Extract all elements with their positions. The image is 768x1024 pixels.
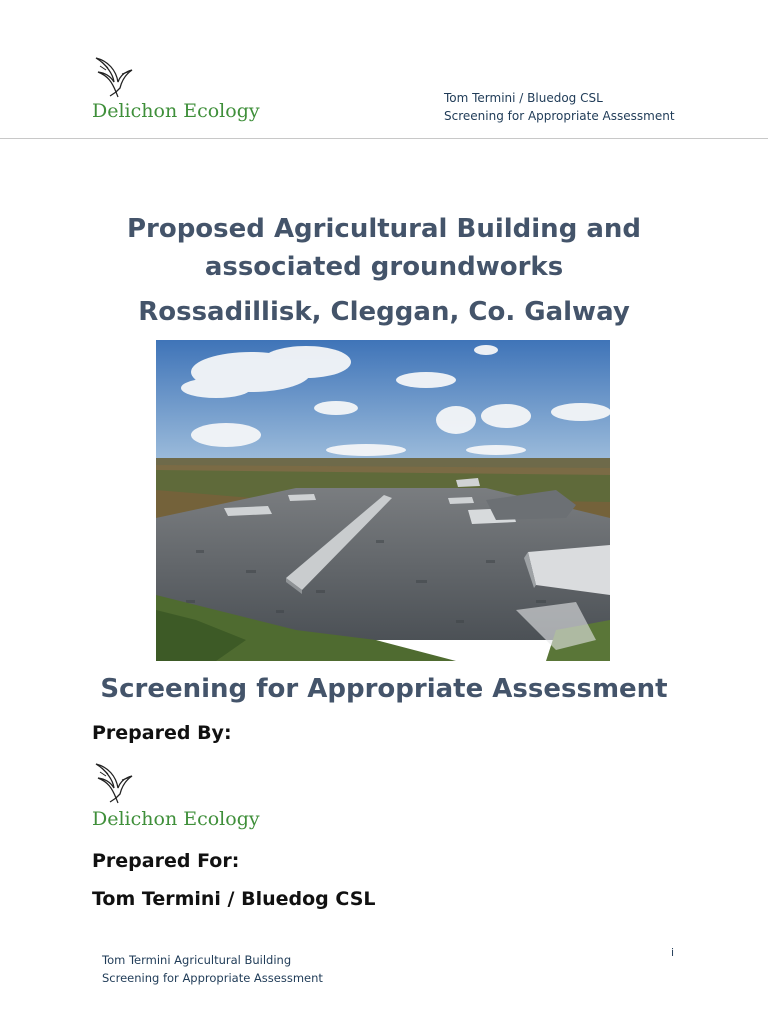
running-header bbox=[444, 89, 675, 125]
title-line-1: Proposed Agricultural Building and bbox=[126, 214, 642, 244]
header-client: Tom Termini / Bluedog CSL bbox=[444, 91, 603, 105]
footer-line-1: Tom Termini Agricultural Building bbox=[102, 953, 292, 967]
logo-wordmark: Delichon Ecology bbox=[92, 808, 260, 830]
logo-wordmark: Delichon Ecology bbox=[92, 100, 260, 122]
cover-photo bbox=[156, 340, 610, 661]
swallow-bird-icon bbox=[92, 52, 140, 98]
title-line-2: associated groundworks bbox=[204, 252, 564, 282]
header-divider bbox=[0, 138, 768, 139]
document-title bbox=[0, 210, 768, 286]
page-number: i bbox=[671, 946, 675, 959]
header-document-title: Screening for Appropriate Assessment bbox=[444, 109, 675, 123]
site-location: Rossadillisk, Cleggan, Co. Galway bbox=[138, 297, 630, 327]
client-name: Tom Termini / Bluedog CSL bbox=[92, 888, 376, 910]
header-logo bbox=[92, 52, 260, 122]
prepared-for-label: Prepared For: bbox=[92, 850, 240, 872]
prepared-by-logo bbox=[92, 758, 260, 830]
report-type-heading: Screening for Appropriate Assessment bbox=[100, 674, 668, 704]
site-photo-illustration bbox=[156, 340, 610, 661]
footer-line-2: Screening for Appropriate Assessment bbox=[102, 971, 323, 985]
swallow-bird-icon bbox=[92, 758, 140, 804]
prepared-by-label: Prepared By: bbox=[92, 722, 232, 744]
running-footer bbox=[102, 951, 323, 987]
